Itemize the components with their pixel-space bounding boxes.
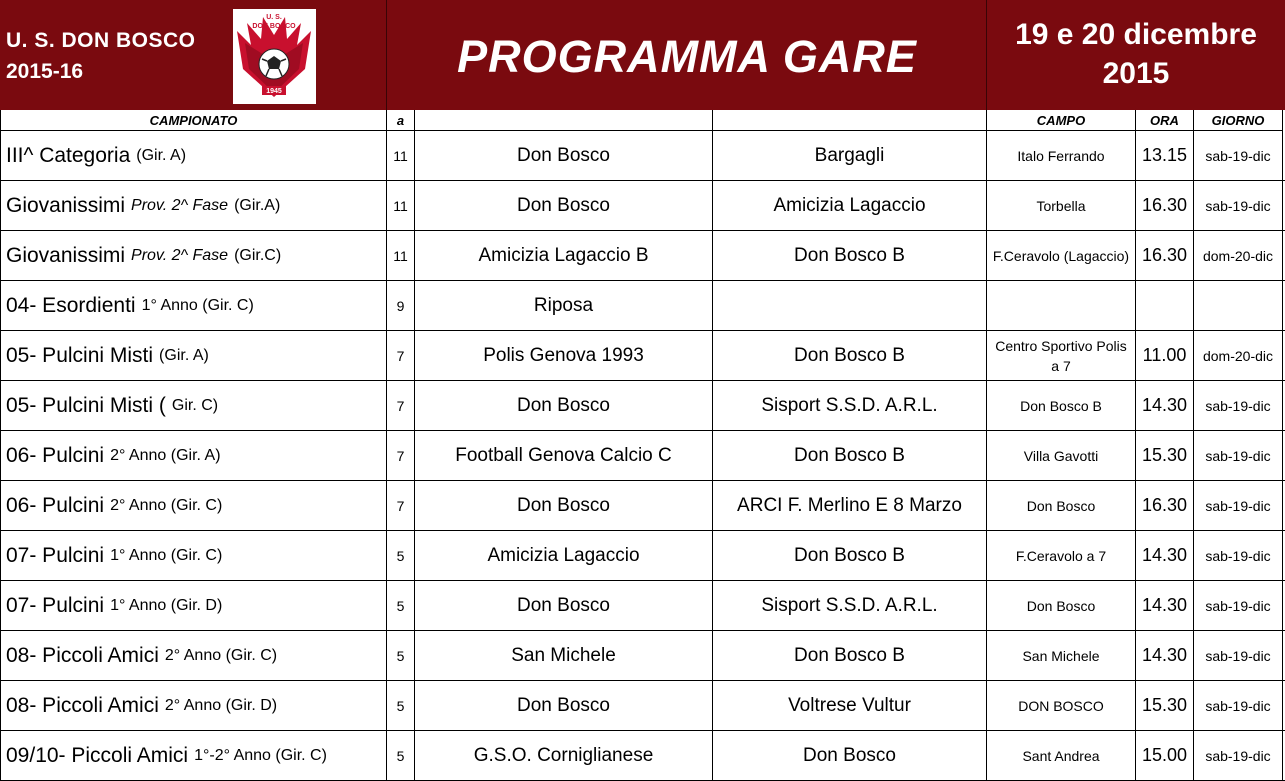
campo-name: Sant Andrea — [1022, 747, 1100, 764]
column-header-a: a — [387, 110, 415, 131]
table-row — [0, 231, 1285, 281]
category-name: 06- Pulcini — [6, 443, 105, 467]
category-phase: Prov. 2^ Fase — [131, 196, 229, 214]
table-row — [0, 681, 1285, 731]
cell-home-team: Riposa — [415, 281, 713, 330]
table-row — [0, 381, 1285, 431]
cell-campionato — [0, 681, 387, 730]
page-title: PROGRAMMA GARE — [457, 31, 917, 82]
category-group: 2° Anno (Gir. D) — [164, 696, 278, 714]
campo-name: Centro Sportivo Polis a 7 — [995, 337, 1127, 374]
cell-giorno: sab-19-dic — [1194, 381, 1283, 430]
cell-giorno — [1194, 281, 1283, 330]
cell-campionato — [0, 331, 387, 380]
cell-ora: 14.30 — [1136, 381, 1194, 430]
cell-home-team: Don Bosco — [415, 581, 713, 630]
club-logo — [233, 9, 316, 104]
category-name: 04- Esordienti — [6, 293, 136, 317]
cell-campionato — [0, 231, 387, 280]
cell-giorno: sab-19-dic — [1194, 481, 1283, 530]
cell-away-team: Don Bosco B — [713, 231, 987, 280]
category-phase: Prov. 2^ Fase — [131, 246, 229, 264]
cell-campionato — [0, 481, 387, 530]
category-name: 08- Piccoli Amici — [6, 643, 159, 667]
table-row — [0, 131, 1285, 181]
column-header-giorno: GIORNO — [1194, 110, 1283, 131]
table-row — [0, 531, 1285, 581]
cell-campo — [987, 131, 1136, 180]
cell-ora: 15.00 — [1136, 731, 1194, 780]
cell-giorno: dom-20-dic — [1194, 231, 1283, 280]
cell-campionato — [0, 631, 387, 680]
cell-campo — [987, 381, 1136, 430]
category-name: 07- Pulcini — [6, 593, 105, 617]
cell-age: 7 — [387, 331, 415, 380]
cell-campo — [987, 731, 1136, 780]
cell-campo — [987, 231, 1136, 280]
club-season: 2015-16 — [6, 60, 84, 83]
cell-home-team: Football Genova Calcio C — [415, 431, 713, 480]
cell-campionato — [0, 431, 387, 480]
table-row — [0, 281, 1285, 331]
cell-age: 5 — [387, 631, 415, 680]
cell-age: 11 — [387, 231, 415, 280]
cell-campionato — [0, 181, 387, 230]
column-header-ora: ORA — [1136, 110, 1194, 131]
cell-campionato — [0, 531, 387, 580]
cell-ora: 16.30 — [1136, 231, 1194, 280]
cell-home-team: Don Bosco — [415, 181, 713, 230]
cell-home-team: Don Bosco — [415, 131, 713, 180]
cell-ora: 14.30 — [1136, 631, 1194, 680]
category-name: 07- Pulcini — [6, 543, 105, 567]
cell-away-team: Sisport S.S.D. A.R.L. — [713, 381, 987, 430]
cell-away-team: Sisport S.S.D. A.R.L. — [713, 581, 987, 630]
cell-ora: 14.30 — [1136, 531, 1194, 580]
campo-name: Italo Ferrando — [1017, 147, 1105, 164]
cell-giorno: sab-19-dic — [1194, 531, 1283, 580]
campo-name: DON BOSCO — [1018, 697, 1104, 714]
category-group: Gir. C) — [171, 396, 219, 414]
category-group: (Gir.A) — [234, 196, 281, 214]
cell-age: 5 — [387, 581, 415, 630]
cell-home-team: San Michele — [415, 631, 713, 680]
cell-campo — [987, 331, 1136, 380]
cell-age: 7 — [387, 481, 415, 530]
cell-away-team: Don Bosco B — [713, 431, 987, 480]
cell-campo — [987, 531, 1136, 580]
category-name: 08- Piccoli Amici — [6, 693, 159, 717]
cell-age: 9 — [387, 281, 415, 330]
cell-campo — [987, 631, 1136, 680]
category-group: (Gir.C) — [234, 246, 282, 264]
table-row — [0, 181, 1285, 231]
category-group: 2° Anno (Gir. C) — [164, 646, 278, 664]
cell-away-team: Voltrese Vultur — [713, 681, 987, 730]
campo-name: F.Ceravolo (Lagaccio) — [992, 247, 1130, 264]
cell-ora: 14.30 — [1136, 581, 1194, 630]
category-name: 05- Pulcini Misti ( — [6, 393, 166, 417]
column-header-campionato: CAMPIONATO — [0, 110, 387, 131]
cell-away-team: Don Bosco B — [713, 331, 987, 380]
cell-campionato — [0, 131, 387, 180]
category-group: 2° Anno (Gir. C) — [110, 496, 223, 514]
cell-campo — [987, 481, 1136, 530]
cell-campo — [987, 431, 1136, 480]
cell-home-team: Amicizia Lagaccio B — [415, 231, 713, 280]
cell-giorno: sab-19-dic — [1194, 631, 1283, 680]
category-name: III^ Categoria — [6, 143, 131, 167]
cell-ora — [1136, 281, 1194, 330]
cell-campo — [987, 281, 1136, 330]
cell-giorno: sab-19-dic — [1194, 131, 1283, 180]
category-name: Giovanissimi — [6, 243, 126, 267]
cell-ora: 15.30 — [1136, 431, 1194, 480]
cell-home-team: Don Bosco — [415, 381, 713, 430]
club-cell — [0, 0, 387, 110]
cell-campionato — [0, 381, 387, 430]
cell-away-team: Don Bosco B — [713, 631, 987, 680]
table-row — [0, 581, 1285, 631]
cell-away-team — [713, 281, 987, 330]
cell-home-team: Polis Genova 1993 — [415, 331, 713, 380]
cell-age: 7 — [387, 431, 415, 480]
cell-ora: 11.00 — [1136, 331, 1194, 380]
campo-name: Torbella — [1036, 197, 1086, 214]
cell-giorno: sab-19-dic — [1194, 731, 1283, 780]
campo-name: San Michele — [1022, 647, 1100, 664]
cell-ora: 16.30 — [1136, 481, 1194, 530]
logo-top-text: U. S. — [266, 14, 282, 21]
cell-home-team: Don Bosco — [415, 681, 713, 730]
cell-away-team: Don Bosco B — [713, 531, 987, 580]
table-row — [0, 481, 1285, 531]
cell-away-team: ARCI F. Merlino E 8 Marzo — [713, 481, 987, 530]
category-name: 05- Pulcini Misti — [6, 343, 154, 367]
cell-age: 5 — [387, 731, 415, 780]
column-header-row — [0, 110, 1285, 131]
cell-age: 7 — [387, 381, 415, 430]
cell-campionato — [0, 281, 387, 330]
header-banner — [0, 0, 1285, 110]
cell-away-team: Amicizia Lagaccio — [713, 181, 987, 230]
category-group: 1° Anno (Gir. C) — [141, 296, 254, 314]
campo-name: Don Bosco B — [1020, 397, 1102, 414]
cell-home-team: Amicizia Lagaccio — [415, 531, 713, 580]
campo-name: F.Ceravolo a 7 — [1015, 547, 1107, 564]
campo-name: Don Bosco — [1026, 497, 1096, 514]
cell-ora: 15.30 — [1136, 681, 1194, 730]
date-cell — [987, 0, 1285, 110]
cell-age: 11 — [387, 131, 415, 180]
cell-away-team: Don Bosco — [713, 731, 987, 780]
column-header-away — [713, 110, 987, 131]
campo-name: Don Bosco — [1026, 597, 1096, 614]
cell-giorno: sab-19-dic — [1194, 581, 1283, 630]
cell-home-team: G.S.O. Corniglianese — [415, 731, 713, 780]
cell-giorno: dom-20-dic — [1194, 331, 1283, 380]
cell-age: 5 — [387, 681, 415, 730]
logo-name-text: DON BOSCO — [252, 23, 296, 30]
campo-name: Villa Gavotti — [1023, 447, 1099, 464]
cell-home-team: Don Bosco — [415, 481, 713, 530]
cell-age: 5 — [387, 531, 415, 580]
club-crest-icon — [233, 9, 316, 104]
logo-year-text: 1945 — [266, 88, 282, 95]
category-group: 1° Anno (Gir. D) — [110, 596, 223, 614]
cell-campionato — [0, 731, 387, 780]
table-row — [0, 631, 1285, 681]
category-group: 1°-2° Anno (Gir. C) — [194, 746, 327, 764]
cell-ora: 16.30 — [1136, 181, 1194, 230]
category-name: 09/10- Piccoli Amici — [6, 743, 189, 767]
category-group: 1° Anno (Gir. C) — [110, 546, 223, 564]
category-group: (Gir. A) — [136, 146, 187, 164]
category-group: 2° Anno (Gir. A) — [110, 446, 221, 464]
schedule-table — [0, 131, 1285, 781]
column-header-home — [415, 110, 713, 131]
cell-away-team: Bargagli — [713, 131, 987, 180]
date-line-2: 2015 — [1102, 57, 1170, 90]
cell-ora: 13.15 — [1136, 131, 1194, 180]
date-line-1: 19 e 20 dicembre — [1015, 18, 1257, 51]
club-name: U. S. DON BOSCO — [6, 29, 196, 52]
cell-campo — [987, 581, 1136, 630]
category-group: (Gir. A) — [159, 346, 209, 364]
cell-campo — [987, 681, 1136, 730]
cell-giorno: sab-19-dic — [1194, 181, 1283, 230]
cell-campionato — [0, 581, 387, 630]
table-row — [0, 431, 1285, 481]
category-name: Giovanissimi — [6, 193, 126, 217]
cell-campo — [987, 181, 1136, 230]
table-row — [0, 731, 1285, 781]
cell-age: 11 — [387, 181, 415, 230]
cell-giorno: sab-19-dic — [1194, 431, 1283, 480]
title-cell — [387, 0, 987, 110]
cell-giorno: sab-19-dic — [1194, 681, 1283, 730]
table-row — [0, 331, 1285, 381]
category-name: 06- Pulcini — [6, 493, 105, 517]
column-header-campo: CAMPO — [987, 110, 1136, 131]
